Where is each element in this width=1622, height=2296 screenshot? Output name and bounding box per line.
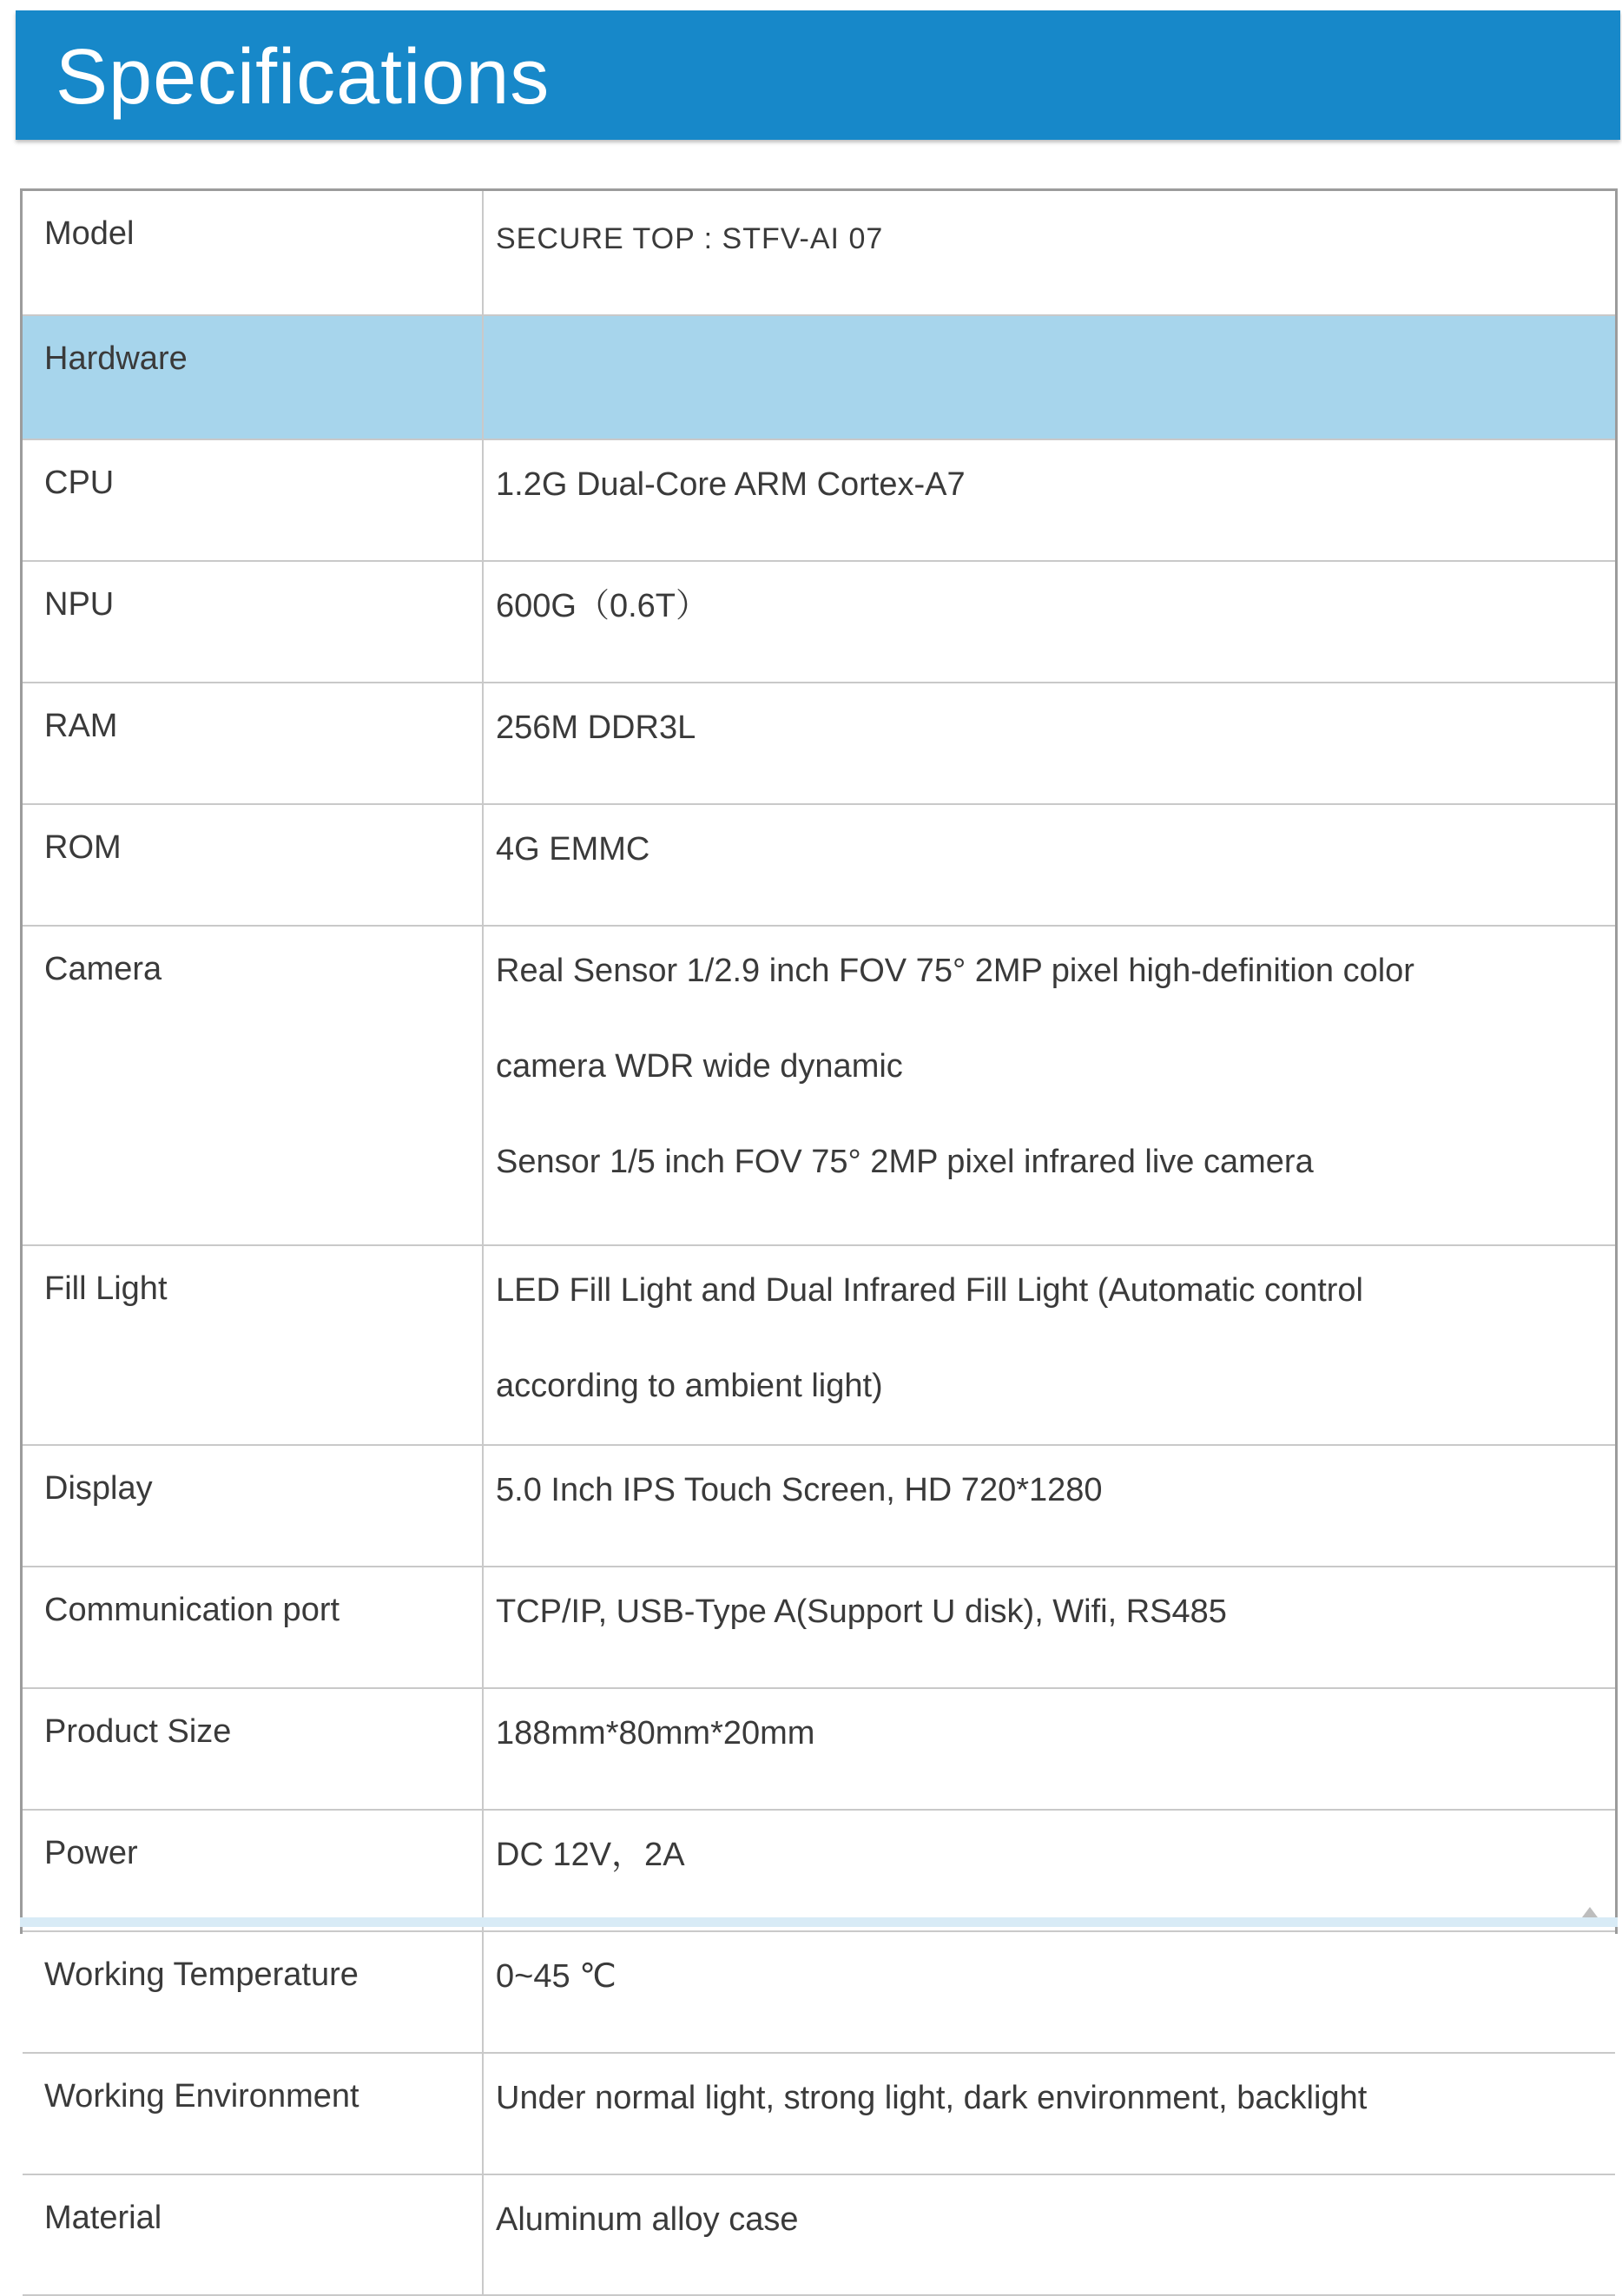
spec-value [483,1810,1615,1931]
spec-value-line: TCP/IP, USB-Type A(Support U disk), Wifi, RS485 [496,1593,1227,1630]
spec-value [483,2053,1615,2174]
spec-value-line: Aluminum alloy case [496,2201,799,2238]
scroll-up-arrow-icon [1582,1907,1598,1917]
section-value-empty [483,315,1615,439]
spec-value-line: SECURE TOP : STFV-AI 07 [496,222,884,255]
spec-label: Communication port [23,1567,483,1688]
spec-label: Working Temperature [23,1931,483,2053]
spec-label: CPU [23,439,483,561]
spec-value [483,2174,1615,2295]
spec-value [483,439,1615,561]
spec-value [483,683,1615,804]
spec-section-hardware [23,315,1615,439]
spec-label: Fill Light [23,1245,483,1445]
spec-row-camera [23,926,1615,1245]
spec-value [483,561,1615,683]
spec-value-line: 188mm*80mm*20mm [496,1715,815,1752]
spec-label: NPU [23,561,483,683]
spec-label: Product Size [23,1688,483,1810]
spec-value [483,1688,1615,1810]
spec-row-working-temperature [23,1931,1615,2053]
page-title: Specifications [56,34,551,121]
spec-label: ROM [23,804,483,926]
specifications-header-bar [16,10,1620,140]
spec-row-display [23,1445,1615,1567]
spec-label: Model [23,191,483,315]
spec-value-line: Under normal light, strong light, dark environment, backlight [496,2080,1368,2116]
spec-value-line: 256M DDR3L [496,709,696,746]
spec-row-power [23,1810,1615,1931]
spec-value-line: Real Sensor 1/2.9 inch FOV 75° 2MP pixel high-definition color [496,953,1414,989]
spec-value-line: DC 12V，2A [496,1837,685,1873]
spec-label: Working Environment [23,2053,483,2174]
spec-value [483,1445,1615,1567]
spec-value-line: 4G EMMC [496,831,650,868]
spec-row-rom [23,804,1615,926]
spec-row-cpu [23,439,1615,561]
specifications-table-frame [20,188,1618,2238]
spec-row-npu [23,561,1615,683]
spec-value [483,1931,1615,2053]
spec-value-line: 600G（0.6T） [496,588,709,624]
spec-row-material [23,2174,1615,2295]
bottom-section-strip [20,1917,1618,1927]
section-label: Hardware [23,315,483,439]
spec-label: Material [23,2174,483,2295]
spec-row-ram [23,683,1615,804]
spec-label: Camera [23,926,483,1245]
spec-value [483,804,1615,926]
spec-row-model [23,191,1615,315]
spec-label: Power [23,1810,483,1931]
spec-row-communication-port [23,1567,1615,1688]
spec-value-line: camera WDR wide dynamic [496,1048,903,1085]
spec-row-product-size [23,1688,1615,1810]
spec-label: RAM [23,683,483,804]
spec-row-working-environment [23,2053,1615,2174]
spec-value [483,191,1615,315]
specifications-table [23,191,1615,2296]
spec-value-line: according to ambient light) [496,1368,883,1404]
spec-value [483,1245,1615,1445]
spec-value-line: 5.0 Inch IPS Touch Screen, HD 720*1280 [496,1472,1103,1508]
spec-value-line: 1.2G Dual-Core ARM Cortex-A7 [496,466,966,503]
spec-value-line: 0~45 ℃ [496,1958,616,1995]
spec-value-line: Sensor 1/5 inch FOV 75° 2MP pixel infrared live camera [496,1144,1314,1180]
spec-value [483,1567,1615,1688]
spec-row-fill-light [23,1245,1615,1445]
spec-value [483,926,1615,1245]
spec-value-line: LED Fill Light and Dual Infrared Fill Light (Automatic control [496,1272,1364,1309]
spec-label: Display [23,1445,483,1567]
